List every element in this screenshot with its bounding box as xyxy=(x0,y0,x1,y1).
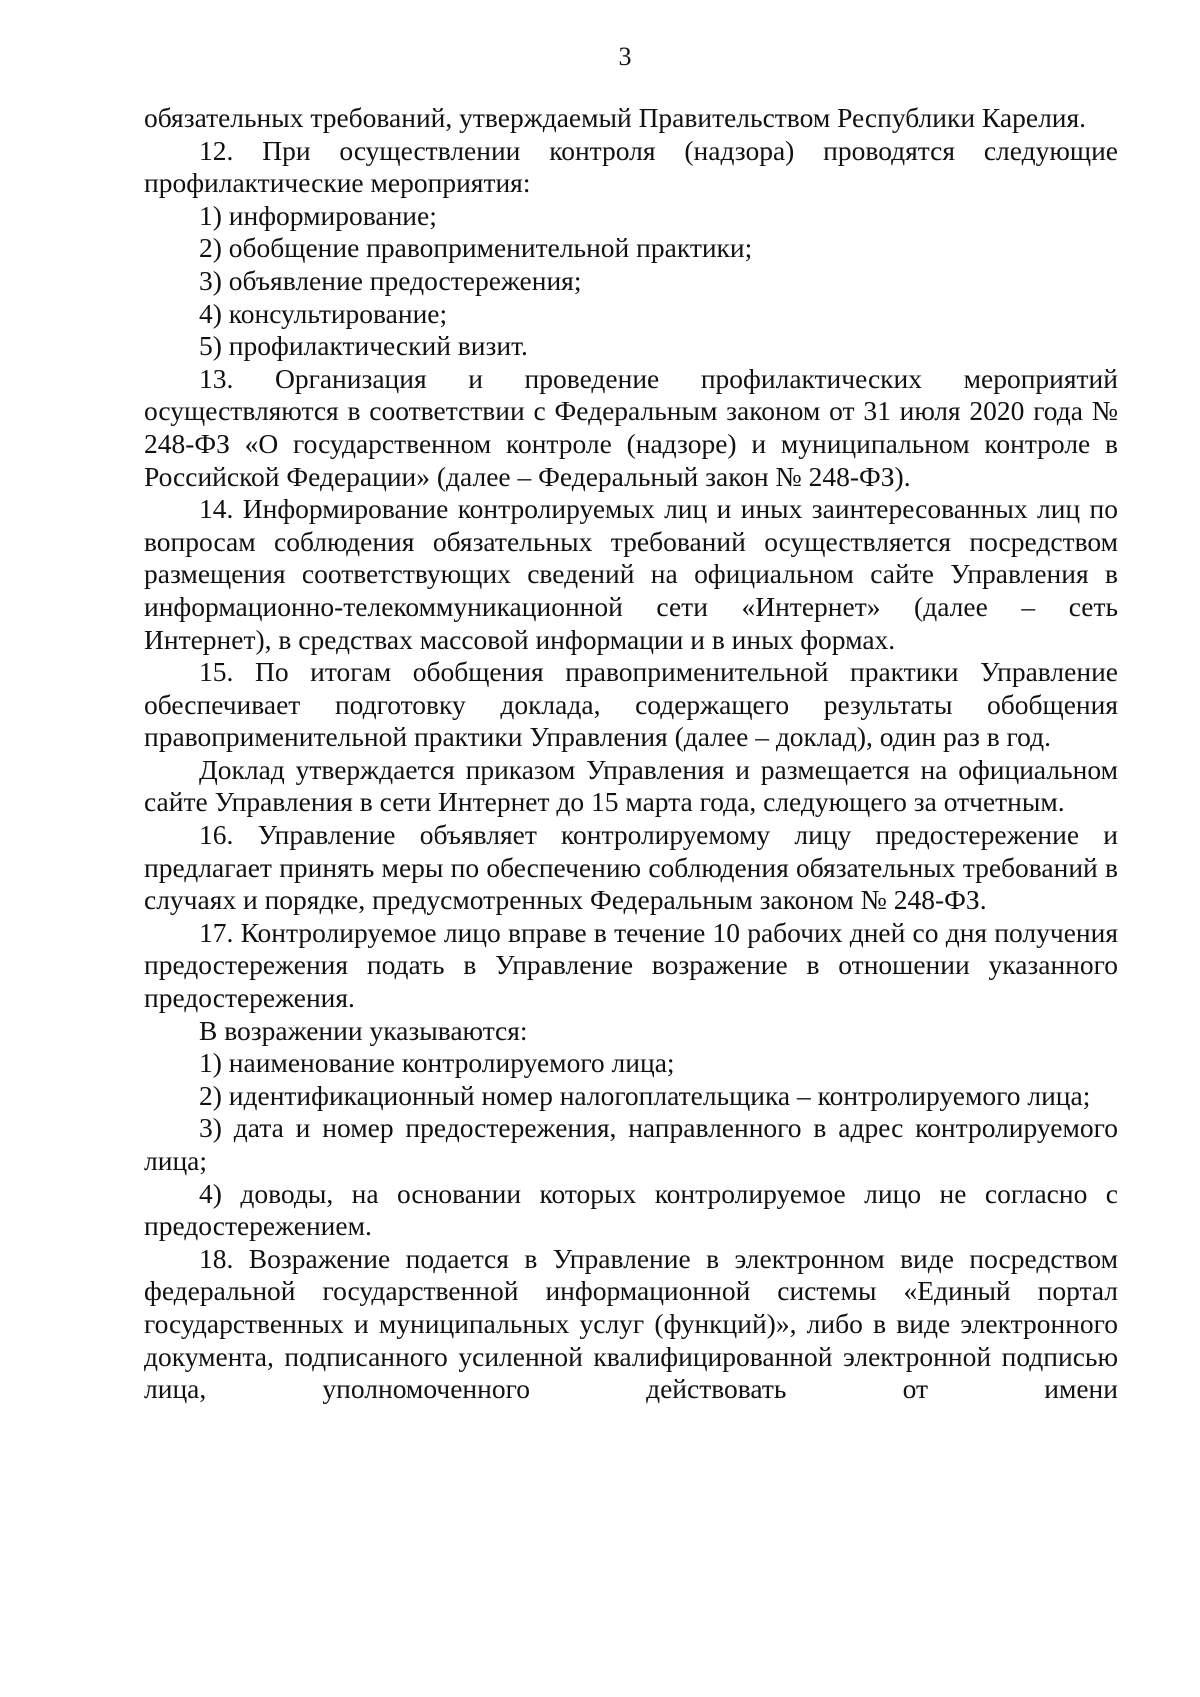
list-item-17-2: 2) идентификационный номер налогоплательщика – контролируемого лица; xyxy=(199,1079,1091,1111)
list-item-17-1: 1) наименование контролируемого лица; xyxy=(199,1047,675,1079)
list-item-12-5: 5) профилактический визит. xyxy=(199,330,528,362)
document-body xyxy=(144,102,1118,1406)
paragraph-12: 12. При осуществлении контроля (надзора) проводятся следующие профилактические мероприятия: xyxy=(144,134,1118,199)
list-item-12-3: 3) объявление предостережения; xyxy=(199,264,582,296)
page-number: 3 xyxy=(618,42,632,71)
paragraph-16: 16. Управление объявляет контролируемому лицу предостережение и предлагает принять меры по обеспечению соблюдения обязательных требований в случаях и порядке, предусмотренных Федеральным законом № 248-ФЗ. xyxy=(144,819,1118,916)
list-item-17-3: 3) дата и номер предостережения, направленного в адрес контролируемого лица; xyxy=(144,1112,1118,1176)
paragraph-continuation: обязательных требований, утверждаемый Правительством Республики Карелия. xyxy=(144,102,1087,133)
paragraph-18: 18. Возражение подается в Управление в электронном виде посредством федеральной государственной информационной системы «Единый портал государственных и муниципальных услуг (функций)», либо в виде электронного документа, подписанного усиленной квалифицированной электронной подписью лица, уполномоченного действовать от имени xyxy=(144,1242,1118,1405)
paragraph-14: 14. Информирование контролируемых лиц и иных заинтересованных лиц по вопросам соблюдения обязательных требований осуществляется посредством размещения соответствующих сведений на официальном сайте Управления в информационно-телекоммуникационной сети «Интернет» (далее – сеть Интернет), в средствах массовой информации и в иных формах. xyxy=(144,493,1118,655)
list-item-12-4: 4) консультирование; xyxy=(199,297,448,329)
list-item-12-2: 2) обобщение правоприменительной практики; xyxy=(199,232,753,264)
paragraph-17-intro: В возражении указываются: xyxy=(199,1014,528,1046)
paragraph-17: 17. Контролируемое лицо вправе в течение 10 рабочих дней со дня получения предостережения подать в Управление возражение в отношении указанного предостережения. xyxy=(144,916,1118,1014)
paragraph-15: 15. По итогам обобщения правоприменительной практики Управление обеспечивает подготовку доклада, содержащего результаты обобщения правоприменительной практики Управления (далее – доклад), один раз в год. xyxy=(144,656,1118,753)
paragraph-15-report: Доклад утверждается приказом Управления и размещается на официальном сайте Управления в сети Интернет до 15 марта года, следующего за отчетным. xyxy=(144,753,1118,818)
paragraph-13: 13. Организация и проведение профилактических мероприятий осуществляются в соответствии с Федеральным законом от 31 июля 2020 года № 248-ФЗ «О государственном контроле (надзоре) и муниципальном контроле в Российской Федерации» (далее – Федеральный закон № 248-ФЗ). xyxy=(144,362,1118,492)
list-item-17-4: 4) доводы, на основании которых контролируемое лицо не согласно с предостережением. xyxy=(144,1177,1118,1242)
list-item-12-1: 1) информирование; xyxy=(199,199,437,231)
